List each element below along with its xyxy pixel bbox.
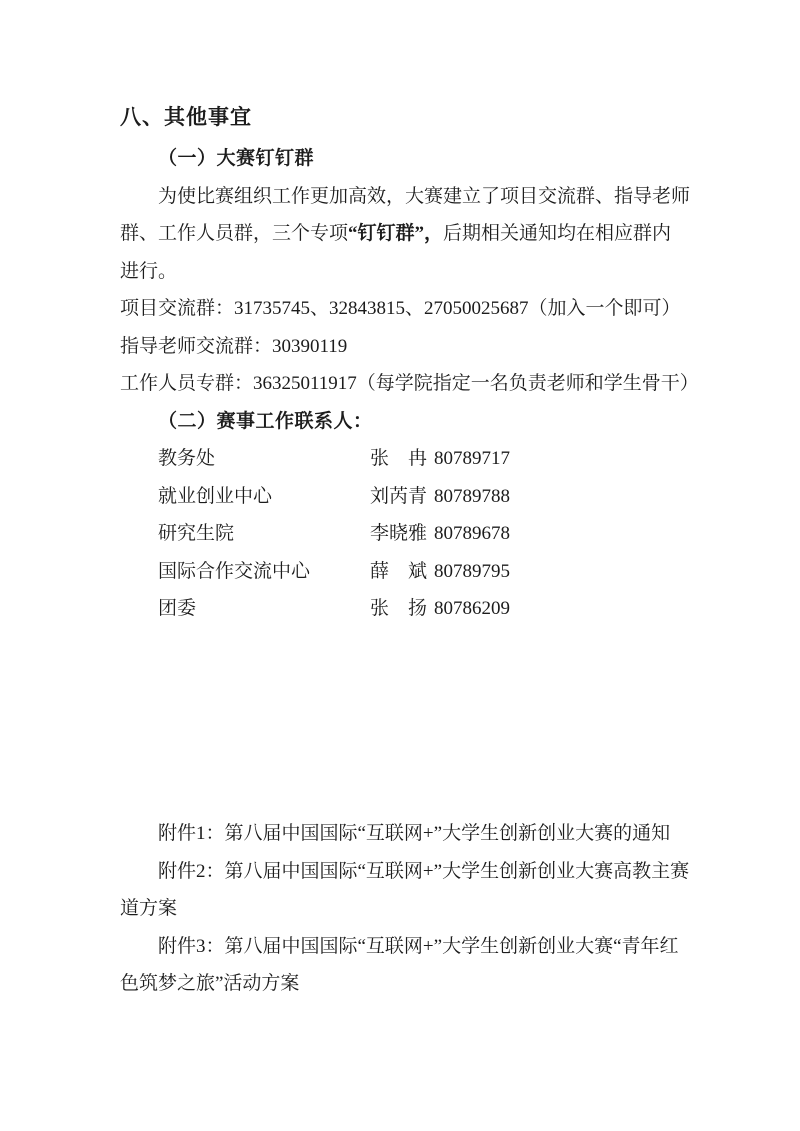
contact-row: [120, 553, 680, 591]
paragraph-line-2-pre: 群、工作人员群，三个专项: [120, 223, 349, 244]
attachment-2-line-2: 道方案: [120, 898, 178, 919]
contact-row: [120, 590, 680, 628]
contact-phone: 80789788: [434, 485, 510, 507]
contact-department: 国际合作交流中心: [158, 560, 311, 582]
contact-department: 教务处: [158, 448, 216, 469]
subsection-2-heading: （二）赛事工作联系人：: [158, 410, 373, 432]
contact-name: 刘芮青: [370, 485, 428, 507]
contact-name: 李晓雅: [370, 523, 428, 544]
contact-department: 团委: [158, 598, 197, 619]
paragraph-line-2-emphasis: “钉钉群”，: [348, 223, 444, 244]
paragraph-line-2: [120, 215, 680, 253]
attachment-3-line-1: 附件3：第八届中国国际“互联网+”大学生创新创业大赛“青年红: [158, 935, 679, 957]
staff-group-number: 工作人员专群：36325011917（每学院指定一名负责老师和学生骨干）: [120, 373, 699, 394]
contact-name: 张 冉: [370, 448, 428, 469]
attachment-2-line-1: 附件2：第八届中国国际“互联网+”大学生创新创业大赛高教主赛: [158, 860, 690, 882]
teacher-group-number: 指导老师交流群：30390119: [120, 335, 348, 357]
contact-department: 就业创业中心: [158, 485, 273, 507]
project-group-numbers: 项目交流群：31735745、32843815、27050025687（加入一个即可）: [120, 298, 681, 319]
contact-phone: 80789795: [434, 560, 510, 582]
contact-row: [120, 478, 680, 516]
attachment-3-line-2: 色筑梦之旅”活动方案: [120, 973, 300, 994]
paragraph-line-3: 进行。: [120, 260, 178, 282]
contact-name: 张 扬: [370, 598, 428, 619]
contact-department: 研究生院: [158, 523, 235, 544]
subsection-1-heading: （一）大赛钉钉群: [158, 148, 315, 169]
blank-space: [120, 628, 680, 816]
attachment-1: 附件1：第八届中国国际“互联网+”大学生创新创业大赛的通知: [158, 823, 671, 844]
section-heading: 八、其他事宜: [120, 106, 252, 129]
paragraph-line-1: 为使比赛组织工作更加高效，大赛建立了项目交流群、指导老师: [158, 185, 691, 207]
contact-row: [120, 440, 680, 478]
contact-phone: 80789678: [434, 523, 510, 544]
contact-name: 薛 斌: [370, 560, 428, 582]
contact-phone: 80789717: [434, 448, 510, 469]
paragraph-line-2-post: 后期相关通知均在相应群内: [443, 223, 672, 244]
contact-row: [120, 515, 680, 553]
contact-phone: 80786209: [434, 598, 510, 619]
